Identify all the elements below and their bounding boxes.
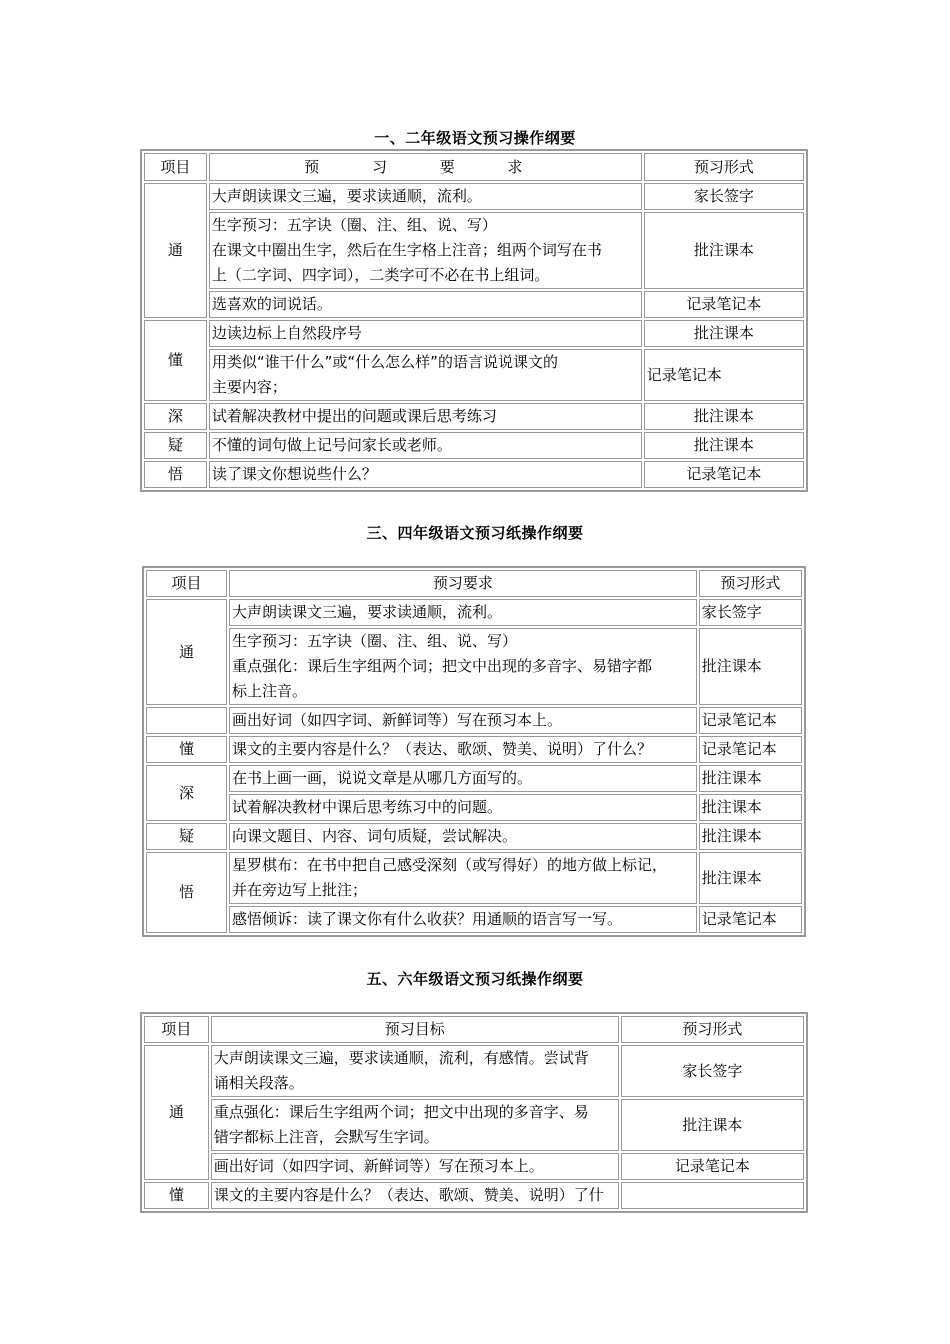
form-cell: 批注课本	[621, 1099, 804, 1151]
header-item: 项目	[144, 153, 207, 181]
header-form: 预习形式	[644, 153, 804, 181]
requirement-cell: 试着解决教材中课后思考练习中的问题。	[229, 794, 697, 821]
form-cell: 记录笔记本	[699, 707, 802, 734]
table-row	[146, 765, 802, 792]
table-row	[144, 349, 804, 401]
requirement-cell: 感悟倾诉：读了课文你有什么收获？用通顺的语言写一写。	[229, 906, 697, 933]
requirement-cell: 在书上画一画，说说文章是从哪几方面写的。	[229, 765, 697, 792]
category-wu: 悟	[146, 852, 227, 933]
requirement-line: 大声朗读课文三遍，要求读通顺，流利，有感情。尝试背	[213, 1049, 589, 1067]
requirement-cell: 课文的主要内容是什么？（表达、歌颂、赞美、说明）了什么？	[229, 736, 697, 763]
form-cell: 批注课本	[644, 432, 804, 459]
form-cell: 记录笔记本	[644, 349, 804, 401]
form-cell: 批注课本	[644, 403, 804, 430]
requirement-line: 重点强化：课后生字组两个词；把文中出现的多音字、易错字都	[231, 657, 652, 675]
table-header-row	[144, 1016, 804, 1043]
requirement-cell: 边读边标上自然段序号	[209, 320, 642, 347]
requirement-line: 星罗棋布：在书中把自己感受深刻（或写得好）的地方做上标记，	[231, 856, 667, 874]
form-cell: 批注课本	[644, 320, 804, 347]
requirement-cell: 课文的主要内容是什么？（表达、歌颂、赞美、说明）了什	[211, 1182, 619, 1209]
category-tong: 通	[146, 599, 227, 705]
section-title-1: 一、二年级语文预习操作纲要	[374, 129, 576, 147]
requirement-line: 重点强化：课后生字组两个词；把文中出现的多音字、易	[213, 1103, 589, 1121]
header-item: 项目	[144, 1016, 209, 1043]
table-row	[144, 403, 804, 430]
form-cell: 批注课本	[699, 794, 802, 821]
requirement-cell: 画出好词（如四字词、新鲜词等）写在预习本上。	[229, 707, 697, 734]
requirement-line: 错字都标上注音，会默写生字词。	[213, 1128, 439, 1146]
requirement-line: 生字预习：五字诀（圈、注、组、说、写）	[231, 632, 517, 650]
header-requirement: 预 习 要 求	[209, 153, 642, 181]
table-row	[144, 461, 804, 488]
table-row	[144, 212, 804, 289]
category-dong: 懂	[144, 1182, 209, 1209]
form-cell: 记录笔记本	[644, 291, 804, 318]
requirement-cell	[211, 1045, 619, 1097]
form-cell: 家长签字	[621, 1045, 804, 1097]
form-cell	[621, 1182, 804, 1209]
form-cell: 批注课本	[699, 765, 802, 792]
form-cell: 记录笔记本	[699, 906, 802, 933]
category-yi: 疑	[144, 432, 207, 459]
table-row	[146, 906, 802, 933]
requirement-cell	[229, 628, 697, 705]
form-cell: 家长签字	[644, 183, 804, 210]
requirement-line: 主要内容；	[211, 378, 287, 396]
table-row	[146, 736, 802, 763]
table-header-row	[146, 570, 802, 597]
table-row	[144, 183, 804, 210]
header-item: 项目	[146, 570, 227, 597]
requirement-cell: 试着解决教材中提出的问题或课后思考练习	[209, 403, 642, 430]
outline-table-2	[142, 566, 806, 937]
form-cell: 家长签字	[699, 599, 802, 626]
empty-category-cell	[146, 707, 227, 734]
header-requirement: 预习目标	[211, 1016, 619, 1043]
header-form: 预习形式	[699, 570, 802, 597]
requirement-cell: 大声朗读课文三遍，要求读通顺，流利。	[209, 183, 642, 210]
requirement-cell	[209, 212, 642, 289]
header-form: 预习形式	[621, 1016, 804, 1043]
category-dong: 懂	[146, 736, 227, 763]
table-row	[146, 852, 802, 904]
form-cell: 批注课本	[699, 852, 802, 904]
table-row	[146, 628, 802, 705]
category-tong: 通	[144, 183, 207, 318]
form-cell: 记录笔记本	[621, 1153, 804, 1180]
category-tong: 通	[144, 1045, 209, 1180]
table-row	[144, 1045, 804, 1097]
category-yi: 疑	[146, 823, 227, 850]
category-dong: 懂	[144, 320, 207, 401]
outline-table-3	[140, 1012, 808, 1213]
requirement-cell: 向课文题目、内容、词句质疑，尝试解决。	[229, 823, 697, 850]
section-title-3: 五、六年级语文预习纸操作纲要	[366, 970, 584, 988]
requirement-cell: 大声朗读课文三遍，要求读通顺，流利。	[229, 599, 697, 626]
table-row	[146, 794, 802, 821]
requirement-line: 并在旁边写上批注；	[231, 881, 367, 899]
table-row	[146, 823, 802, 850]
category-shen: 深	[146, 765, 227, 821]
table-row	[144, 1153, 804, 1180]
requirement-cell: 选喜欢的词说话。	[209, 291, 642, 318]
requirement-line: 诵相关段落。	[213, 1074, 304, 1092]
requirement-cell	[229, 852, 697, 904]
requirement-cell: 画出好词（如四字词、新鲜词等）写在预习本上。	[211, 1153, 619, 1180]
requirement-line: 标上注音。	[231, 682, 307, 700]
form-cell: 记录笔记本	[644, 461, 804, 488]
table-header-row	[144, 153, 804, 181]
category-wu: 悟	[144, 461, 207, 488]
table-row	[146, 599, 802, 626]
form-cell: 批注课本	[699, 628, 802, 705]
form-cell: 批注课本	[699, 823, 802, 850]
requirement-cell	[211, 1099, 619, 1151]
requirement-line: 生字预习：五字诀（圈、注、组、说、写）	[211, 216, 497, 234]
table-row	[144, 320, 804, 347]
requirement-cell	[209, 349, 642, 401]
header-requirement: 预习要求	[229, 570, 697, 597]
form-cell: 记录笔记本	[699, 736, 802, 763]
table-row	[144, 1182, 804, 1209]
requirement-line: 上（二字词、四字词），二类字可不必在书上组词。	[211, 266, 550, 284]
table-row	[144, 291, 804, 318]
requirement-cell: 读了课文你想说些什么？	[209, 461, 642, 488]
requirement-line: 在课文中圈出生字，然后在生字格上注音；组两个词写在书	[211, 241, 602, 259]
table-row	[146, 707, 802, 734]
requirement-cell: 不懂的词句做上记号问家长或老师。	[209, 432, 642, 459]
category-shen: 深	[144, 403, 207, 430]
outline-table-1	[140, 149, 808, 492]
table-row	[144, 1099, 804, 1151]
requirement-line: 用类似“谁干什么”或“什么怎么样”的语言说说课文的	[211, 353, 558, 371]
form-cell: 批注课本	[644, 212, 804, 289]
table-row	[144, 432, 804, 459]
section-title-2: 三、四年级语文预习纸操作纲要	[366, 524, 584, 542]
